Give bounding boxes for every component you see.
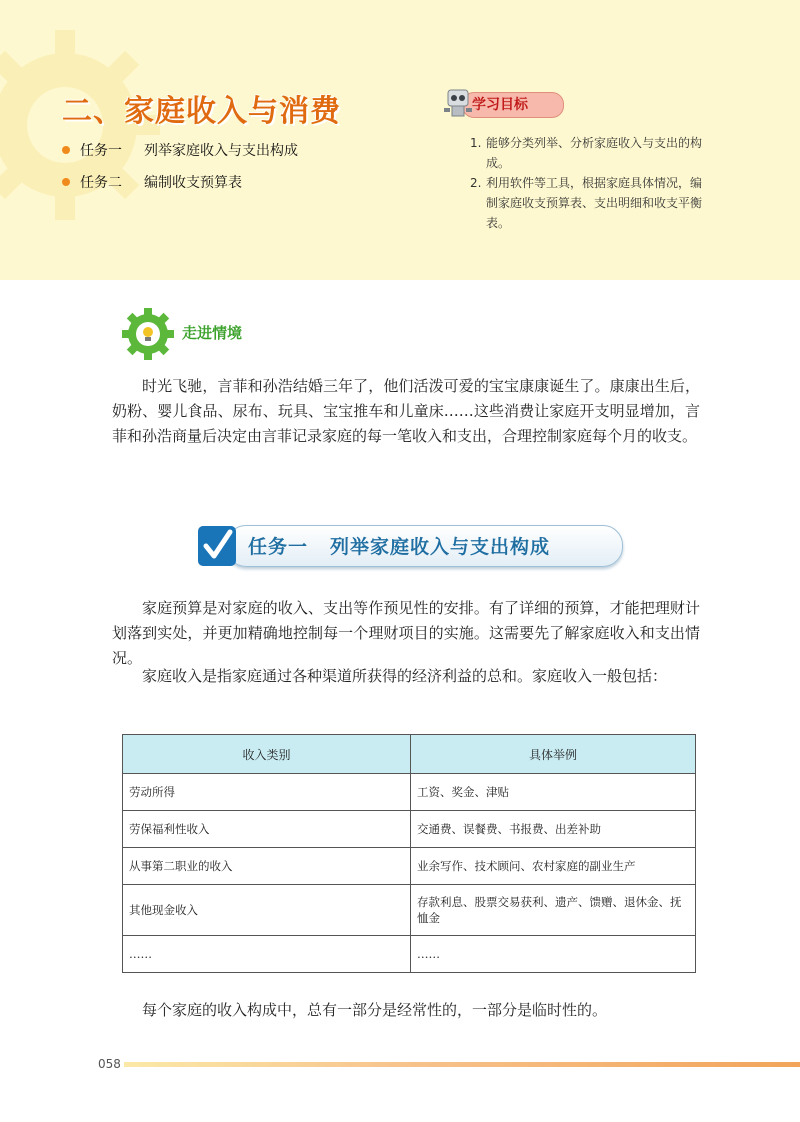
table-cell: 存款利息、股票交易获利、遗产、馈赠、退休金、抚恤金 [411, 885, 696, 936]
robot-icon [442, 86, 474, 120]
table-row [123, 811, 696, 848]
learning-goals-badge [442, 86, 566, 120]
table-cell: 劳动所得 [123, 774, 411, 811]
learning-goals-label: 学习目标 [472, 97, 528, 113]
table-cell: 从事第二职业的收入 [123, 848, 411, 885]
body-paragraph-2: 家庭收入是指家庭通过各种渠道所获得的经济利益的总和。家庭收入一般包括： [142, 667, 668, 685]
goal-item [470, 133, 710, 173]
income-table [122, 734, 696, 973]
task-item-2 [62, 166, 298, 198]
task-list [62, 134, 298, 198]
body-paragraph-3: 每个家庭的收入构成中，总有一部分是经常性的，一部分是临时性的。 [142, 1001, 608, 1019]
task-tag: 任务二 [80, 175, 122, 191]
footer-bar [124, 1062, 800, 1067]
task-banner-tag: 任务一 [248, 536, 309, 558]
task-banner [196, 520, 626, 570]
goal-text: 能够分类列举、分析家庭收入与支出的构成。 [486, 136, 703, 170]
bullet-icon [62, 178, 70, 186]
page-number: 058 [98, 1057, 121, 1071]
table-cell: 业余写作、技术顾问、农村家庭的副业生产 [411, 848, 696, 885]
scenario-gear-icon [120, 306, 176, 362]
learning-goals-list [470, 133, 710, 233]
table-row [123, 885, 696, 936]
table-cell: 其他现金收入 [123, 885, 411, 936]
table-header-row [123, 735, 696, 774]
table-row [123, 848, 696, 885]
scenario-paragraph: 时光飞驰，言菲和孙浩结婚三年了，他们活泼可爱的宝宝康康诞生了。康康出生后，奶粉、婴儿食品、尿布、玩具、宝宝推车和儿童床……这些消费让家庭开支明显增加，言菲和孙浩商量后决定由言菲记录家庭的每一笔收入和支出，合理控制家庭每个月的收支。 [112, 377, 700, 445]
table-cell: 劳保福利性收入 [123, 811, 411, 848]
goal-number: 1. [470, 136, 482, 150]
table-cell: …… [411, 936, 696, 973]
table-cell: …… [123, 936, 411, 973]
table-row [123, 774, 696, 811]
table-header-cell: 收入类别 [123, 735, 411, 774]
table-header-cell: 具体举例 [411, 735, 696, 774]
task-item-1 [62, 134, 298, 166]
table-row [123, 936, 696, 973]
table-cell: 工资、奖金、津贴 [411, 774, 696, 811]
goal-number: 2. [470, 176, 482, 190]
table-cell: 交通费、误餐费、书报费、出差补助 [411, 811, 696, 848]
checkmark-icon [196, 520, 240, 570]
goal-item [470, 173, 710, 233]
task-title: 编制收支预算表 [144, 175, 242, 191]
bullet-icon [62, 146, 70, 154]
scenario-label: 走进情境 [182, 324, 243, 342]
goal-text: 利用软件等工具，根据家庭具体情况，编制家庭收支预算表、支出明细和收支平衡表。 [486, 176, 703, 230]
task-banner-name: 列举家庭收入与支出构成 [330, 536, 551, 558]
body-paragraph-1: 家庭预算是对家庭的收入、支出等作预见性的安排。有了详细的预算，才能把理财计划落到实处，并更加精确地控制每一个理财项目的实施。这需要先了解家庭收入和支出情况。 [112, 599, 700, 667]
task-tag: 任务一 [80, 143, 122, 159]
header-band [0, 0, 800, 280]
chapter-title: 二、家庭收入与消费 [62, 94, 341, 129]
task-title: 列举家庭收入与支出构成 [144, 143, 298, 159]
task-banner-title [248, 532, 550, 559]
